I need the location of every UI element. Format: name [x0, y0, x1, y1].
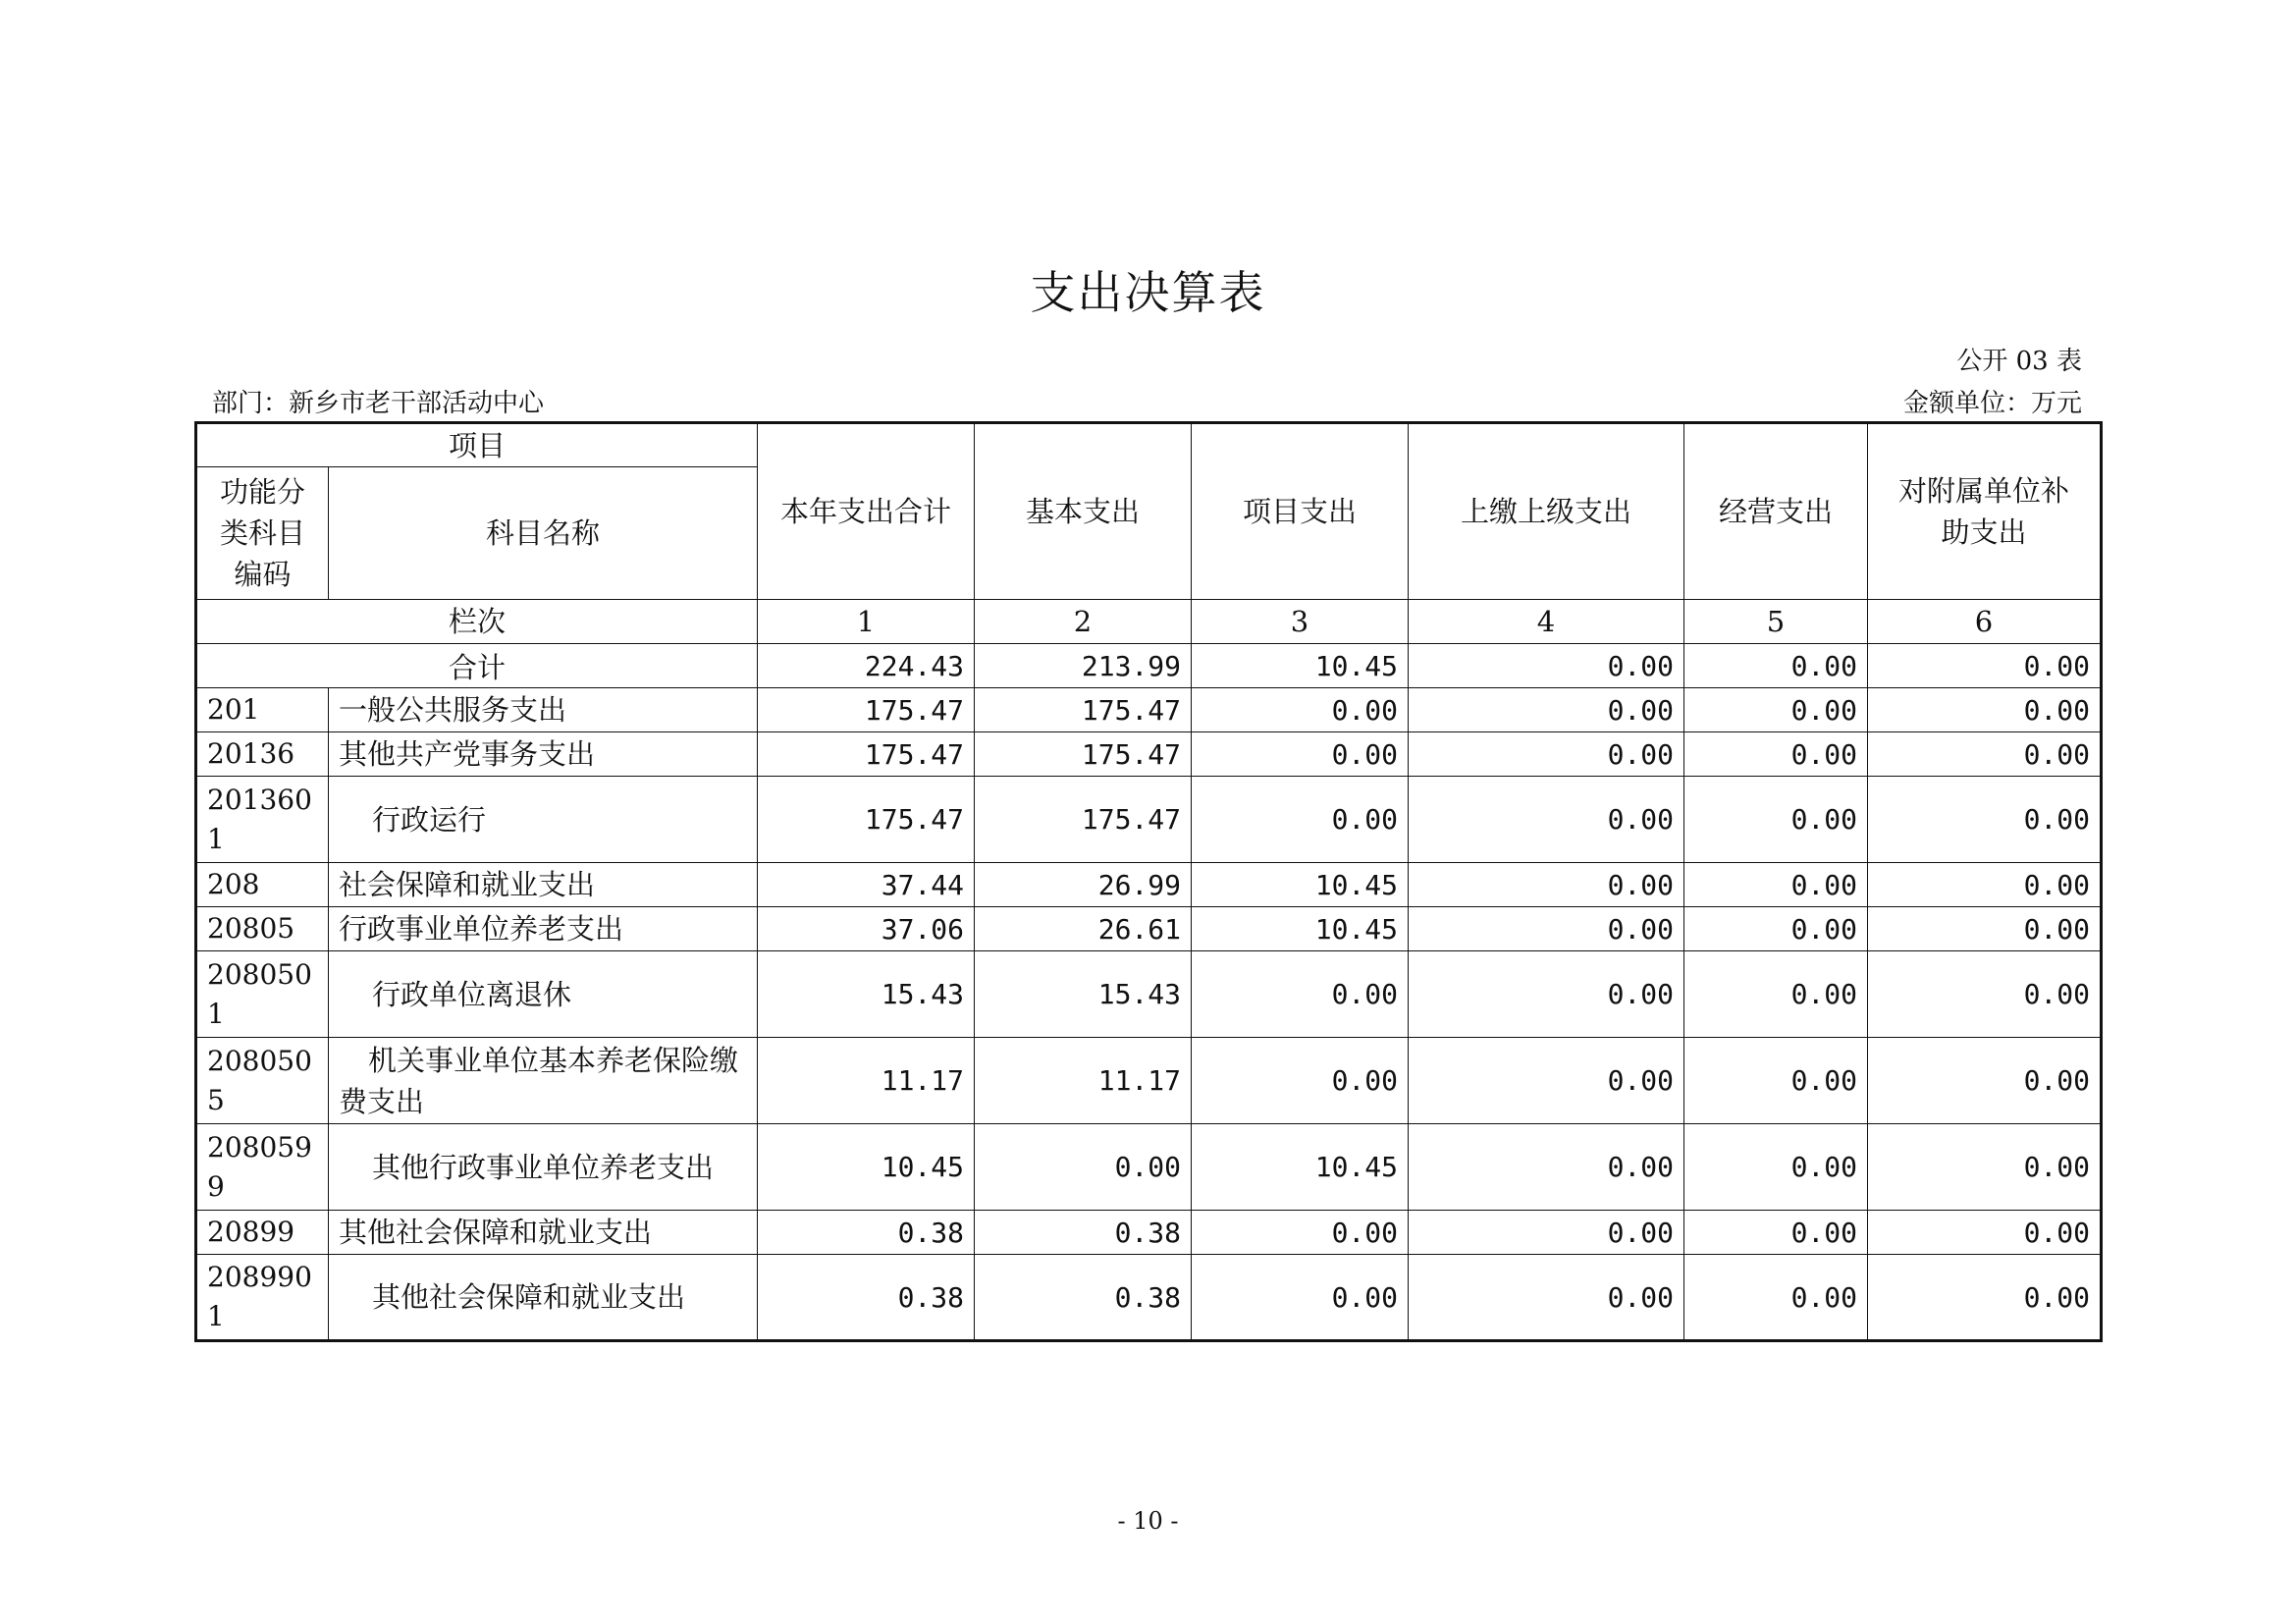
amount-cell: 0.00	[1868, 1038, 2102, 1124]
amount-cell: 0.00	[1684, 1124, 1868, 1211]
subject-code: 2013601	[196, 777, 329, 863]
col-number: 1	[758, 600, 975, 644]
amount-cell: 0.00	[1684, 907, 1868, 951]
subject-name: 机关事业单位基本养老保险缴费支出	[329, 1038, 758, 1124]
table-row	[196, 907, 2102, 951]
amount-cell: 26.61	[975, 907, 1192, 951]
amount-cell: 15.43	[975, 951, 1192, 1038]
page-title: 支出决算表	[1030, 266, 1266, 319]
amount-cell: 0.00	[1868, 688, 2102, 732]
amount-cell: 0.00	[1684, 732, 1868, 777]
amount-cell: 11.17	[758, 1038, 975, 1124]
amount-cell: 0.00	[1868, 1124, 2102, 1211]
subject-code: 20136	[196, 732, 329, 777]
col-number: 6	[1868, 600, 2102, 644]
subject-code: 201	[196, 688, 329, 732]
amount-cell: 175.47	[975, 688, 1192, 732]
amount-cell: 0.00	[1409, 951, 1684, 1038]
amount-cell: 0.00	[1868, 732, 2102, 777]
amount-cell: 0.00	[1684, 1211, 1868, 1255]
amount-cell: 0.00	[1684, 777, 1868, 863]
amount-cell: 0.00	[1192, 688, 1409, 732]
amount-cell: 0.00	[1868, 777, 2102, 863]
total-cell: 213.99	[975, 644, 1192, 688]
subject-name: 其他社会保障和就业支出	[329, 1255, 758, 1341]
amount-cell: 0.00	[1192, 1211, 1409, 1255]
amount-cell: 0.00	[1192, 1255, 1409, 1341]
department-label: 部门：新乡市老干部活动中心	[212, 389, 545, 418]
col-header-subsidy: 对附属单位补助支出	[1868, 423, 2102, 600]
amount-cell: 0.00	[1868, 907, 2102, 951]
amount-cell: 0.00	[1684, 863, 1868, 907]
table-row	[196, 688, 2102, 732]
subject-code: 2080505	[196, 1038, 329, 1124]
total-cell: 0.00	[1409, 644, 1684, 688]
amount-cell: 0.00	[1868, 863, 2102, 907]
amount-cell: 0.00	[1684, 1255, 1868, 1341]
subject-name: 其他行政事业单位养老支出	[329, 1124, 758, 1211]
table-row	[196, 863, 2102, 907]
subject-name: 社会保障和就业支出	[329, 863, 758, 907]
table-row	[196, 951, 2102, 1038]
amount-cell: 0.00	[975, 1124, 1192, 1211]
amount-cell: 0.38	[975, 1255, 1192, 1341]
table-row	[196, 1038, 2102, 1124]
subject-code: 2089901	[196, 1255, 329, 1341]
amount-cell: 0.00	[1868, 1211, 2102, 1255]
col-header-upper: 上缴上级支出	[1409, 423, 1684, 600]
col-header-business: 经营支出	[1684, 423, 1868, 600]
amount-cell: 0.38	[758, 1255, 975, 1341]
subject-name: 行政运行	[329, 777, 758, 863]
amount-cell: 0.00	[1409, 1211, 1684, 1255]
table-row	[196, 1255, 2102, 1341]
page-number: - 10 -	[1117, 1507, 1179, 1535]
amount-cell: 0.00	[1192, 732, 1409, 777]
name-col-header: 科目名称	[329, 467, 758, 600]
expenditure-table	[194, 421, 2103, 1342]
amount-cell: 175.47	[758, 732, 975, 777]
amount-cell: 0.00	[1868, 951, 2102, 1038]
col-number: 5	[1684, 600, 1868, 644]
total-cell: 10.45	[1192, 644, 1409, 688]
subject-code: 2080501	[196, 951, 329, 1038]
amount-cell: 0.00	[1409, 777, 1684, 863]
amount-cell: 0.00	[1684, 951, 1868, 1038]
total-label: 合计	[196, 644, 758, 688]
total-cell: 0.00	[1684, 644, 1868, 688]
amount-cell: 15.43	[758, 951, 975, 1038]
subject-code: 2080599	[196, 1124, 329, 1211]
table-row	[196, 1211, 2102, 1255]
subject-name: 其他共产党事务支出	[329, 732, 758, 777]
code-col-header: 功能分类科目编码	[196, 467, 329, 600]
amount-cell: 0.00	[1684, 1038, 1868, 1124]
amount-cell: 10.45	[1192, 1124, 1409, 1211]
amount-cell: 10.45	[1192, 907, 1409, 951]
amount-unit-label: 金额单位：万元	[1902, 389, 2082, 418]
form-code: 公开 03 表	[1956, 347, 2082, 376]
subject-code: 20805	[196, 907, 329, 951]
amount-cell: 10.45	[1192, 863, 1409, 907]
amount-cell: 0.00	[1409, 732, 1684, 777]
subject-code: 208	[196, 863, 329, 907]
col-number: 2	[975, 600, 1192, 644]
amount-cell: 26.99	[975, 863, 1192, 907]
col-header-project: 项目支出	[1192, 423, 1409, 600]
amount-cell: 0.00	[1192, 777, 1409, 863]
amount-cell: 0.00	[1868, 1255, 2102, 1341]
total-cell: 224.43	[758, 644, 975, 688]
table-row	[196, 732, 2102, 777]
subject-name: 行政事业单位养老支出	[329, 907, 758, 951]
amount-cell: 37.06	[758, 907, 975, 951]
amount-cell: 0.00	[1409, 863, 1684, 907]
lanci-label: 栏次	[196, 600, 758, 644]
amount-cell: 0.00	[1409, 1124, 1684, 1211]
col-header-basic: 基本支出	[975, 423, 1192, 600]
col-number: 3	[1192, 600, 1409, 644]
amount-cell: 175.47	[975, 732, 1192, 777]
amount-cell: 0.00	[1684, 688, 1868, 732]
col-header-total: 本年支出合计	[758, 423, 975, 600]
amount-cell: 37.44	[758, 863, 975, 907]
amount-cell: 0.00	[1192, 951, 1409, 1038]
total-row	[196, 644, 2102, 688]
amount-cell: 0.00	[1409, 688, 1684, 732]
amount-cell: 0.00	[1409, 1255, 1684, 1341]
amount-cell: 175.47	[758, 777, 975, 863]
subject-name: 一般公共服务支出	[329, 688, 758, 732]
amount-cell: 10.45	[758, 1124, 975, 1211]
subject-name: 行政单位离退休	[329, 951, 758, 1038]
amount-cell: 0.00	[1192, 1038, 1409, 1124]
amount-cell: 0.00	[1409, 1038, 1684, 1124]
amount-cell: 0.38	[975, 1211, 1192, 1255]
total-cell: 0.00	[1868, 644, 2102, 688]
amount-cell: 11.17	[975, 1038, 1192, 1124]
project-header: 项目	[196, 423, 758, 467]
amount-cell: 0.38	[758, 1211, 975, 1255]
table-row	[196, 1124, 2102, 1211]
table-row	[196, 777, 2102, 863]
subject-name: 其他社会保障和就业支出	[329, 1211, 758, 1255]
amount-cell: 0.00	[1409, 907, 1684, 951]
amount-cell: 175.47	[975, 777, 1192, 863]
subject-code: 20899	[196, 1211, 329, 1255]
amount-cell: 175.47	[758, 688, 975, 732]
col-number: 4	[1409, 600, 1684, 644]
